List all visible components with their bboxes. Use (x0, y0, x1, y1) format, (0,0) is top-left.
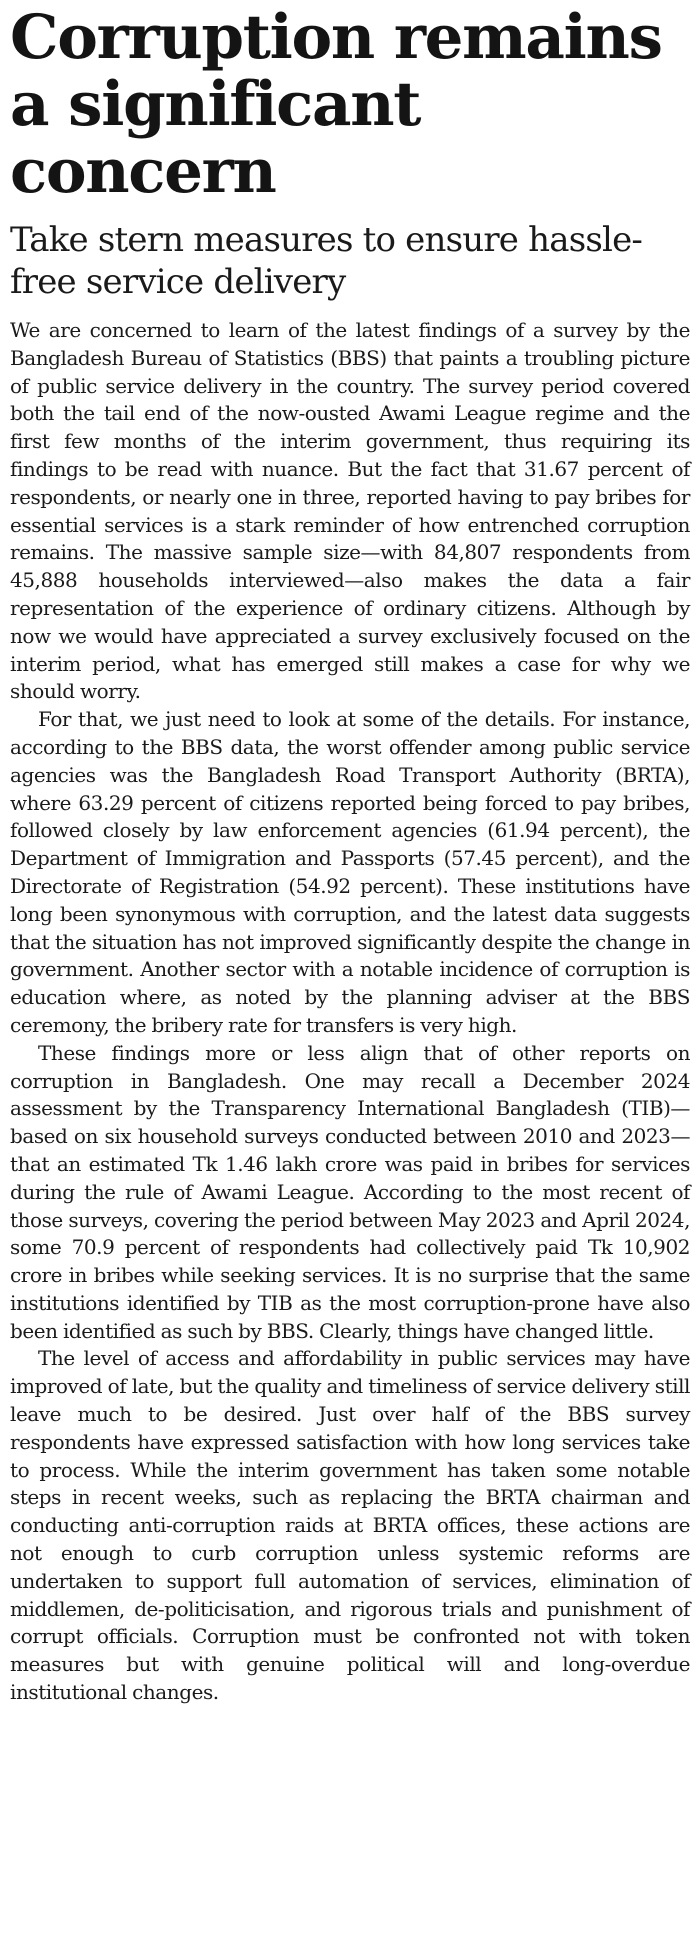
subheadline: Take stern measures to ensure hassle-free service delivery (10, 220, 643, 302)
body-paragraph-4: The level of access and affordability in public services may have improved of late, but the quality and timeliness of service delivery still leave much to be desired. Just over half of the BBS survey respondents have expressed satisfaction with how long services take to process. While the interim government has taken some notable steps in recent weeks, such as replacing the BRTA chairman and conducting anti-corruption raids at BRTA offices, these actions are not enough to curb corruption unless systemic reforms are undertaken to support full automation of services, elimination of middlemen, de-politicisation, and rigorous trials and punishment of corrupt officials. Corruption must be confronted not with token measures but with genuine political will and long-overdue institutional changes. (10, 1346, 690, 1705)
article-body (10, 317, 690, 1707)
body-paragraph-2: For that, we just need to look at some of the details. For instance, according to the BBS data, the worst offender among public service agencies was the Bangladesh Road Transport Authority (BRTA), where 63.29 percent of citizens reported being forced to pay bribes, followed closely by law enforcement agencies (61.94 percent), the Department of Immigration and Passports (57.45 percent), and the Directorate of Registration (54.92 percent). These institutions have long been synonymous with corruption, and the latest data suggests that the situation has not improved significantly despite the change in government. Another sector with a notable incidence of corruption is education where, as noted by the planning adviser at the BBS ceremony, the bribery rate for transfers is very high. (10, 707, 690, 1037)
headline: Corruption remains a significant concern (10, 2, 662, 207)
body-paragraph-1: We are concerned to learn of the latest findings of a survey by the Bangladesh Bureau of Statistics (BBS) that paints a troubling picture of public service delivery in the country. The survey period covered both the tail end of the now-ousted Awami League regime and the first few months of the interim government, thus requiring its findings to be read with nuance. But the fact that 31.67 percent of respondents, or nearly one in three, reported having to pay bribes for essential services is a stark reminder of how entrenched corruption remains. The massive sample size—with 84,807 respondents from 45,888 households interviewed—also makes the data a fair representation of the experience of ordinary citizens. Although by now we would have appreciated a survey exclusively focused on the interim period, what has emerged still makes a case for why we should worry. (10, 318, 690, 704)
body-paragraph-3: These findings more or less align that of other reports on corruption in Bangladesh. One may recall a December 2024 assessment by the Transparency International Bangladesh (TIB)—based on six household surveys conducted between 2010 and 2023—that an estimated Tk 1.46 lakh crore was paid in bribes for services during the rule of Awami League. According to the most recent of those surveys, covering the period between May 2023 and April 2024, some 70.9 percent of respondents had collectively paid Tk 10,902 crore in bribes while seeking services. It is no surprise that the same institutions identified by TIB as the most corruption-prone have also been identified as such by BBS. Clearly, things have changed little. (10, 1040, 690, 1343)
